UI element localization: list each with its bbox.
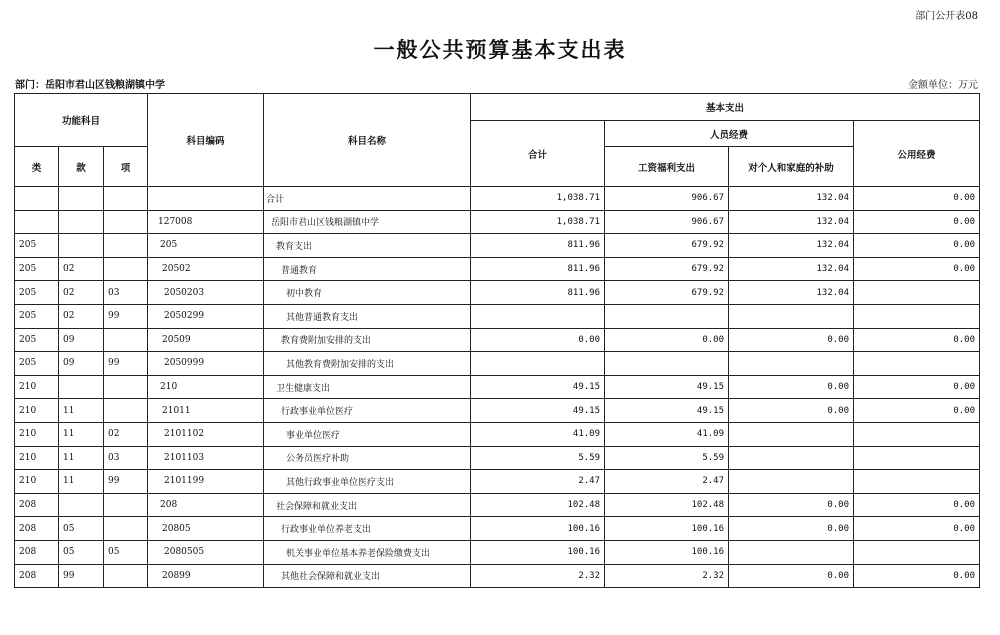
header-personnel: 人员经费 <box>605 121 854 147</box>
form-number: 部门公开表08 <box>915 11 978 22</box>
cell-kuan: 05 <box>59 540 104 564</box>
cell-subsidy: 0.00 <box>729 493 854 517</box>
cell-name: 初中教育 <box>264 281 471 305</box>
cell-lei: 208 <box>15 493 59 517</box>
header-subject-code: 科目编码 <box>148 94 264 187</box>
cell-total <box>471 352 605 376</box>
cell-xiang <box>104 328 148 352</box>
cell-code: 20805 <box>148 517 264 541</box>
table-row <box>15 352 980 376</box>
cell-lei: 210 <box>15 422 59 446</box>
cell-wages: 100.16 <box>605 540 729 564</box>
cell-kuan: 02 <box>59 304 104 328</box>
cell-xiang: 99 <box>104 352 148 376</box>
cell-code: 20509 <box>148 328 264 352</box>
cell-wages: 2.47 <box>605 470 729 494</box>
cell-lei: 208 <box>15 564 59 588</box>
cell-kuan: 11 <box>59 422 104 446</box>
cell-xiang <box>104 187 148 211</box>
cell-lei: 210 <box>15 399 59 423</box>
cell-code: 2050299 <box>148 304 264 328</box>
cell-wages: 679.92 <box>605 257 729 281</box>
cell-subsidy: 132.04 <box>729 281 854 305</box>
cell-wages: 41.09 <box>605 422 729 446</box>
table-row <box>15 564 980 588</box>
cell-subsidy <box>729 422 854 446</box>
cell-kuan: 11 <box>59 399 104 423</box>
table-row <box>15 540 980 564</box>
cell-public <box>854 446 980 470</box>
cell-subsidy: 0.00 <box>729 564 854 588</box>
cell-name: 行政事业单位医疗 <box>264 399 471 423</box>
cell-wages: 5.59 <box>605 446 729 470</box>
cell-xiang: 03 <box>104 446 148 470</box>
header-public-funds: 公用经费 <box>854 121 980 187</box>
cell-wages: 100.16 <box>605 517 729 541</box>
cell-total: 49.15 <box>471 375 605 399</box>
cell-public: 0.00 <box>854 210 980 234</box>
header-func-subject: 功能科目 <box>15 94 148 147</box>
cell-lei: 205 <box>15 304 59 328</box>
cell-subsidy: 0.00 <box>729 328 854 352</box>
cell-lei: 210 <box>15 375 59 399</box>
cell-total <box>471 304 605 328</box>
header-xiang: 项 <box>104 147 148 187</box>
cell-public: 0.00 <box>854 187 980 211</box>
cell-code: 2101103 <box>148 446 264 470</box>
cell-subsidy: 132.04 <box>729 210 854 234</box>
table-row <box>15 234 980 258</box>
cell-xiang <box>104 257 148 281</box>
cell-total: 49.15 <box>471 399 605 423</box>
cell-subsidy: 0.00 <box>729 517 854 541</box>
cell-name: 机关事业单位基本养老保险缴费支出 <box>264 540 471 564</box>
cell-kuan: 02 <box>59 281 104 305</box>
header-lei: 类 <box>15 147 59 187</box>
cell-public <box>854 540 980 564</box>
cell-lei: 210 <box>15 446 59 470</box>
cell-lei: 205 <box>15 257 59 281</box>
cell-public: 0.00 <box>854 399 980 423</box>
cell-wages: 49.15 <box>605 399 729 423</box>
header-total: 合计 <box>471 121 605 187</box>
cell-kuan <box>59 375 104 399</box>
cell-xiang: 99 <box>104 304 148 328</box>
cell-code: 2050203 <box>148 281 264 305</box>
table-row <box>15 328 980 352</box>
cell-name: 教育支出 <box>264 234 471 258</box>
cell-wages: 906.67 <box>605 187 729 211</box>
cell-name: 其他教育费附加安排的支出 <box>264 352 471 376</box>
cell-code: 2101199 <box>148 470 264 494</box>
cell-wages: 102.48 <box>605 493 729 517</box>
cell-subsidy <box>729 470 854 494</box>
table-row <box>15 493 980 517</box>
cell-public: 0.00 <box>854 328 980 352</box>
cell-xiang <box>104 375 148 399</box>
cell-xiang: 05 <box>104 540 148 564</box>
cell-subsidy: 132.04 <box>729 187 854 211</box>
cell-kuan: 11 <box>59 446 104 470</box>
cell-xiang <box>104 564 148 588</box>
cell-lei: 208 <box>15 517 59 541</box>
cell-lei: 208 <box>15 540 59 564</box>
cell-total: 811.96 <box>471 234 605 258</box>
cell-lei: 205 <box>15 281 59 305</box>
header-basic-expenditure: 基本支出 <box>471 94 980 121</box>
cell-subsidy <box>729 540 854 564</box>
table-row <box>15 375 980 399</box>
table-row <box>15 422 980 446</box>
cell-xiang <box>104 234 148 258</box>
cell-kuan: 05 <box>59 517 104 541</box>
cell-code: 2050999 <box>148 352 264 376</box>
cell-xiang <box>104 399 148 423</box>
header-wages: 工资福利支出 <box>605 147 729 187</box>
cell-public: 0.00 <box>854 375 980 399</box>
cell-total: 1,038.71 <box>471 187 605 211</box>
cell-public <box>854 470 980 494</box>
cell-code: 127008 <box>148 210 264 234</box>
cell-kuan: 99 <box>59 564 104 588</box>
cell-lei <box>15 210 59 234</box>
cell-name: 行政事业单位养老支出 <box>264 517 471 541</box>
table-row <box>15 446 980 470</box>
table-row <box>15 517 980 541</box>
cell-total: 2.47 <box>471 470 605 494</box>
cell-public: 0.00 <box>854 564 980 588</box>
cell-wages: 2.32 <box>605 564 729 588</box>
cell-public: 0.00 <box>854 517 980 541</box>
cell-name: 卫生健康支出 <box>264 375 471 399</box>
cell-total: 100.16 <box>471 540 605 564</box>
cell-total: 811.96 <box>471 281 605 305</box>
cell-name: 普通教育 <box>264 257 471 281</box>
cell-name: 其他行政事业单位医疗支出 <box>264 470 471 494</box>
cell-lei: 205 <box>15 328 59 352</box>
cell-total: 5.59 <box>471 446 605 470</box>
cell-total: 1,038.71 <box>471 210 605 234</box>
cell-wages: 679.92 <box>605 281 729 305</box>
cell-wages: 679.92 <box>605 234 729 258</box>
cell-kuan <box>59 234 104 258</box>
header-subject-name: 科目名称 <box>264 94 471 187</box>
header-kuan: 款 <box>59 147 104 187</box>
table-row <box>15 470 980 494</box>
cell-total: 102.48 <box>471 493 605 517</box>
cell-code: 20502 <box>148 257 264 281</box>
cell-subsidy <box>729 446 854 470</box>
cell-public <box>854 281 980 305</box>
cell-kuan: 11 <box>59 470 104 494</box>
cell-code: 20899 <box>148 564 264 588</box>
cell-code: 210 <box>148 375 264 399</box>
cell-code: 208 <box>148 493 264 517</box>
cell-public <box>854 304 980 328</box>
cell-subsidy <box>729 304 854 328</box>
cell-name: 岳阳市君山区钱粮湖镇中学 <box>264 210 471 234</box>
cell-xiang <box>104 210 148 234</box>
cell-kuan: 09 <box>59 352 104 376</box>
cell-kuan <box>59 493 104 517</box>
cell-xiang: 03 <box>104 281 148 305</box>
unit-label: 金额单位：万元 <box>908 80 978 91</box>
cell-xiang: 02 <box>104 422 148 446</box>
cell-subsidy: 0.00 <box>729 399 854 423</box>
table-row <box>15 257 980 281</box>
cell-lei: 205 <box>15 352 59 376</box>
cell-subsidy <box>729 352 854 376</box>
cell-kuan: 09 <box>59 328 104 352</box>
cell-name: 公务员医疗补助 <box>264 446 471 470</box>
cell-xiang <box>104 517 148 541</box>
cell-total: 0.00 <box>471 328 605 352</box>
cell-total: 41.09 <box>471 422 605 446</box>
cell-public <box>854 422 980 446</box>
department-label: 部门：岳阳市君山区钱粮湖镇中学 <box>15 80 165 91</box>
cell-wages: 49.15 <box>605 375 729 399</box>
table-row <box>15 304 980 328</box>
cell-kuan <box>59 210 104 234</box>
cell-xiang <box>104 493 148 517</box>
cell-lei: 205 <box>15 234 59 258</box>
cell-name: 合计 <box>264 187 471 211</box>
cell-code: 2101102 <box>148 422 264 446</box>
cell-code: 205 <box>148 234 264 258</box>
cell-lei <box>15 187 59 211</box>
cell-subsidy: 132.04 <box>729 234 854 258</box>
cell-subsidy: 132.04 <box>729 257 854 281</box>
table-row <box>15 187 980 211</box>
table-row <box>15 281 980 305</box>
cell-code <box>148 187 264 211</box>
cell-xiang: 99 <box>104 470 148 494</box>
cell-code: 21011 <box>148 399 264 423</box>
table-row <box>15 210 980 234</box>
table-row <box>15 399 980 423</box>
header-subsidy: 对个人和家庭的补助 <box>729 147 854 187</box>
cell-code: 2080505 <box>148 540 264 564</box>
page-title: 一般公共预算基本支出表 <box>373 37 627 62</box>
cell-name: 事业单位医疗 <box>264 422 471 446</box>
cell-name: 社会保障和就业支出 <box>264 493 471 517</box>
cell-wages <box>605 304 729 328</box>
cell-wages <box>605 352 729 376</box>
cell-public: 0.00 <box>854 493 980 517</box>
cell-wages: 906.67 <box>605 210 729 234</box>
cell-public: 0.00 <box>854 257 980 281</box>
cell-public: 0.00 <box>854 234 980 258</box>
cell-public <box>854 352 980 376</box>
cell-wages: 0.00 <box>605 328 729 352</box>
cell-subsidy: 0.00 <box>729 375 854 399</box>
cell-total: 811.96 <box>471 257 605 281</box>
cell-kuan <box>59 187 104 211</box>
cell-name: 其他社会保障和就业支出 <box>264 564 471 588</box>
cell-total: 2.32 <box>471 564 605 588</box>
cell-kuan: 02 <box>59 257 104 281</box>
budget-table <box>14 93 980 588</box>
cell-total: 100.16 <box>471 517 605 541</box>
cell-lei: 210 <box>15 470 59 494</box>
cell-name: 其他普通教育支出 <box>264 304 471 328</box>
cell-name: 教育费附加安排的支出 <box>264 328 471 352</box>
